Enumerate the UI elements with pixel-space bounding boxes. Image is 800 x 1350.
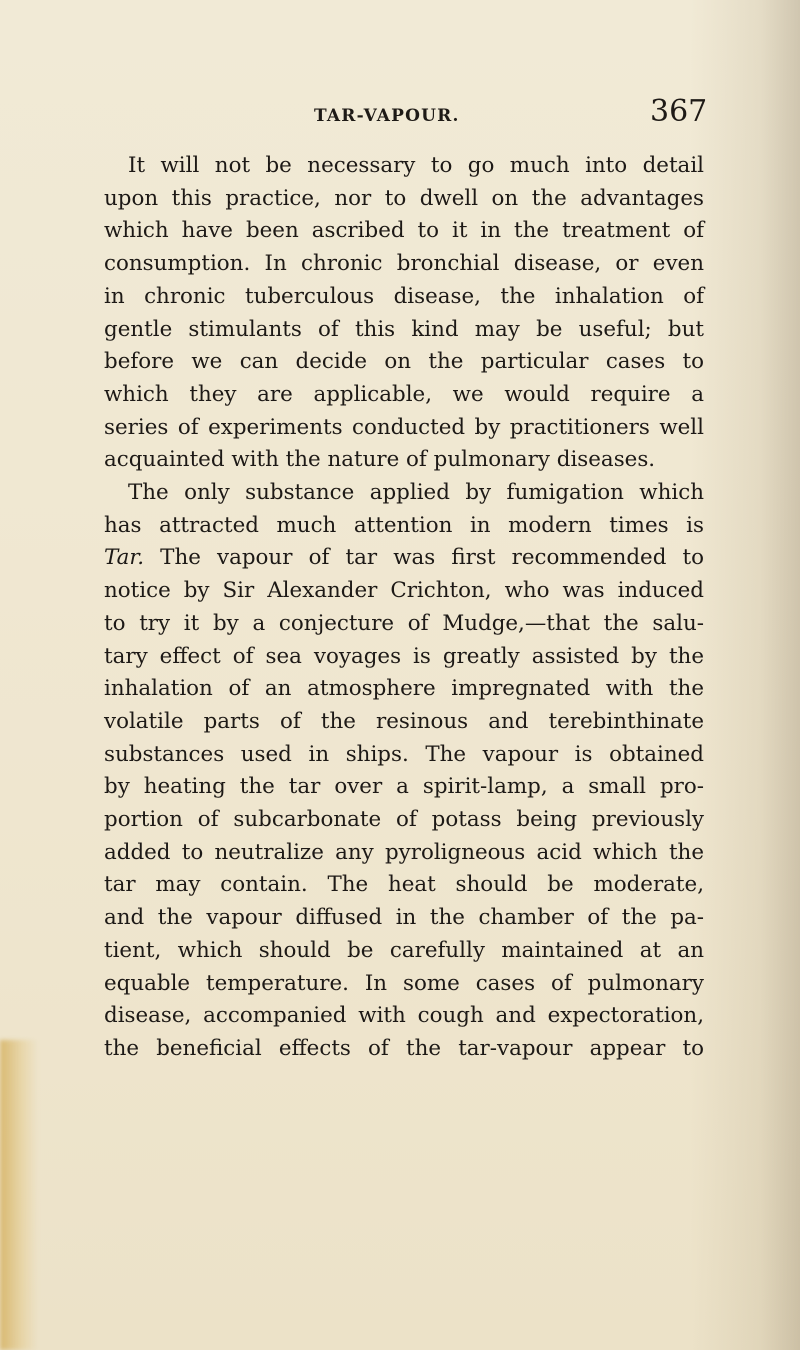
text-line: disease, accompanied with cough and expectoration, xyxy=(104,1003,704,1029)
text-line: has attracted much attention in modern times is xyxy=(104,512,704,538)
text-line: which have been ascribed to it in the treatment of xyxy=(104,218,704,244)
text-line: series of experiments conducted by practitioners well xyxy=(104,414,704,440)
text-line: tient, which should be carefully maintained at an xyxy=(104,937,704,963)
text-line: gentle stimulants of this kind may be useful; but xyxy=(104,316,704,342)
text-line: The only substance applied by fumigation which xyxy=(128,480,704,506)
text-line: inhalation of an atmosphere impregnated with the xyxy=(104,676,704,702)
text-line: added to neutralize any pyroligneous acid which the xyxy=(104,839,704,865)
text-line: portion of subcarbonate of potass being previously xyxy=(104,807,704,833)
text-line: tar may contain. The heat should be moderate, xyxy=(104,872,704,898)
text-line: the beneficial effects of the tar-vapour appear to xyxy=(104,1035,704,1061)
text-line: and the vapour diffused in the chamber of the pa- xyxy=(104,905,704,931)
text-line: acquainted with the nature of pulmonary diseases. xyxy=(104,447,656,473)
text-line: which they are applicable, we would require a xyxy=(104,381,704,407)
text-line: It will not be necessary to go much into detail xyxy=(128,153,704,178)
running-head: TAR-VAPOUR. xyxy=(314,106,460,126)
text-line: upon this practice, nor to dwell on the advantages xyxy=(104,185,704,211)
text-line: notice by Sir Alexander Crichton, who was induced xyxy=(104,578,704,604)
text-line: volatile parts of the resinous and terebinthinate xyxy=(104,708,704,734)
text-line: substances used in ships. The vapour is obtained xyxy=(104,741,704,767)
page-number: 367 xyxy=(650,94,708,129)
body-text xyxy=(104,150,704,1066)
text-line: by heating the tar over a spirit-lamp, a small pro- xyxy=(104,774,704,800)
page-header xyxy=(0,94,800,134)
text-line: consumption. In chronic bronchial disease, or even xyxy=(104,251,704,277)
text-line: equable temperature. In some cases of pulmonary xyxy=(104,970,704,996)
page-stain xyxy=(0,1040,38,1350)
text-line: tary effect of sea voyages is greatly assisted by the xyxy=(104,643,704,669)
italic-word: Tar. xyxy=(104,545,145,571)
text-line: before we can decide on the particular cases to xyxy=(104,349,704,375)
text-line: in chronic tuberculous disease, the inhalation of xyxy=(104,283,704,309)
text-line: Tar. The vapour of tar was first recommended to xyxy=(104,545,704,571)
text-line: to try it by a conjecture of Mudge,—that the salu- xyxy=(104,610,704,636)
